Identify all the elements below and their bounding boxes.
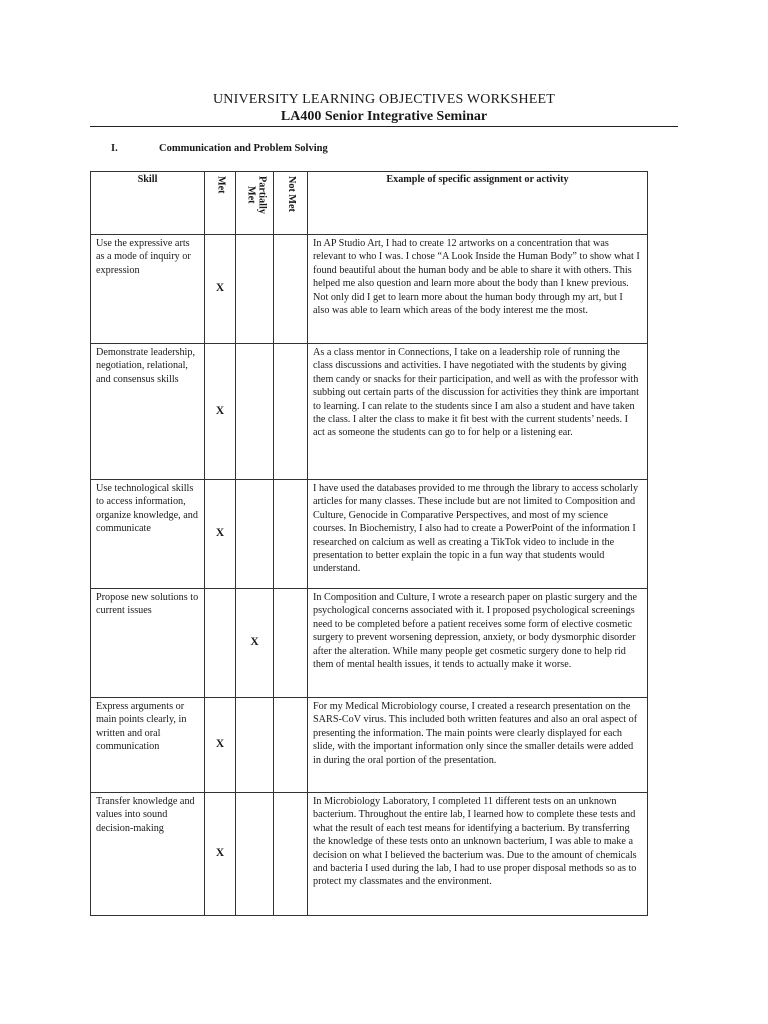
met-mark: X <box>205 344 236 480</box>
worksheet-title: UNIVERSITY LEARNING OBJECTIVES WORKSHEET <box>212 92 556 107</box>
partially-met-mark <box>236 480 274 589</box>
section-heading <box>111 143 328 154</box>
course-title: LA400 Senior Integrative Seminar <box>280 109 488 124</box>
not-met-mark <box>274 235 308 344</box>
column-header-example: Example of specific assignment or activity <box>308 172 648 235</box>
partially-met-mark: X <box>236 589 274 698</box>
worksheet-header <box>0 92 768 125</box>
not-met-mark <box>274 589 308 698</box>
met-mark: X <box>205 793 236 916</box>
example-cell: In Composition and Culture, I wrote a research paper on plastic surgery and the psychological concerns associated with it. I proposed psychological screenings need to be completed before a patient receives some form of elective cosmetic surgery to prevent worsening depression, anxiety, or body dysmorphic disorder after the alteration. While many people get cosmetic surgery done to help rid them of mental health issues, it tends to actually make it worse. <box>308 589 648 698</box>
met-mark <box>205 589 236 698</box>
table-header-row <box>91 172 648 235</box>
column-header-met-label: Met <box>215 176 227 194</box>
example-cell: I have used the databases provided to me through the library to access scholarly articles for many classes. These include but are not limited to Composition and Culture, Genocide in Comparative Perspectives, and most of my science courses. In Biochemistry, I also had to create a PowerPoint of the information I researched on calcium as well as creating a TikTok video to include in the presentation to better explain the topic in a fun way that students would understand. <box>308 480 648 589</box>
not-met-mark <box>274 793 308 916</box>
table-row <box>91 344 648 480</box>
partially-met-mark <box>236 344 274 480</box>
example-cell: In Microbiology Laboratory, I completed 11 different tests on an unknown bacterium. Throughout the entire lab, I learned how to complete these tests and what the result of each test means for identifying a bacterium. By transferring the knowledge of these tests onto an unknown bacterium, I was able to make a decision on what I believed the bacterium was. Due to the amount of chemicals and bacteria I used during the lab, I had to use proper disposal methods so as to protect my classmates and the environment. <box>308 793 648 916</box>
table-row <box>91 698 648 793</box>
partially-met-mark <box>236 698 274 793</box>
column-header-met <box>205 172 236 235</box>
skill-cell: Express arguments or main points clearly, in written and oral communication <box>91 698 205 793</box>
example-cell: In AP Studio Art, I had to create 12 artworks on a concentration that was relevant to who I was. I chose “A Look Inside the Human Body” to show what I found beautiful about the human body and be able to share it with others. This helped me also question and learn more about the body than I knew previous. Not only did I get to learn more about the human body through my art, but I also was able to learn which areas of the body interest me the most. <box>308 235 648 344</box>
met-mark: X <box>205 235 236 344</box>
column-header-partially-met <box>236 172 274 235</box>
table-row <box>91 793 648 916</box>
column-header-partially-met-label: Partially Met <box>245 176 268 214</box>
not-met-mark <box>274 344 308 480</box>
partially-met-mark <box>236 235 274 344</box>
objectives-table <box>90 171 648 916</box>
partially-met-mark <box>236 793 274 916</box>
met-mark: X <box>205 480 236 589</box>
skill-cell: Demonstrate leadership, negotiation, relational, and consensus skills <box>91 344 205 480</box>
column-header-not-met <box>274 172 308 235</box>
skill-cell: Use technological skills to access information, organize knowledge, and communicate <box>91 480 205 589</box>
met-mark: X <box>205 698 236 793</box>
skill-cell: Transfer knowledge and values into sound decision-making <box>91 793 205 916</box>
table-row <box>91 589 648 698</box>
example-cell: As a class mentor in Connections, I take on a leadership role of running the class discussions and activities. I have negotiated with the students by giving them candy or snacks for their participation, and well as with the professor with subbing out certain parts of the discussion for activities they think are important to learning. I can relate to the students since I am also a student and have taken the class. I alter the class to make it fit best with the current students’ needs. I act as someone the students can go to for help or a listening ear. <box>308 344 648 480</box>
header-divider <box>90 126 678 127</box>
table-row <box>91 480 648 589</box>
section-number: I. <box>111 143 118 154</box>
not-met-mark <box>274 480 308 589</box>
column-header-skill: Skill <box>91 172 205 235</box>
table-row <box>91 235 648 344</box>
column-header-not-met-label: Not Met <box>286 176 298 212</box>
example-cell: For my Medical Microbiology course, I created a research presentation on the SARS-CoV virus. This included both written features and also an oral aspect of presenting the information. The main points were clearly displayed for each slide, with the important information only since the smaller details were added in during the oral portion of the presentation. <box>308 698 648 793</box>
not-met-mark <box>274 698 308 793</box>
section-title: Communication and Problem Solving <box>159 143 328 154</box>
skill-cell: Use the expressive arts as a mode of inquiry or expression <box>91 235 205 344</box>
skill-cell: Propose new solutions to current issues <box>91 589 205 698</box>
